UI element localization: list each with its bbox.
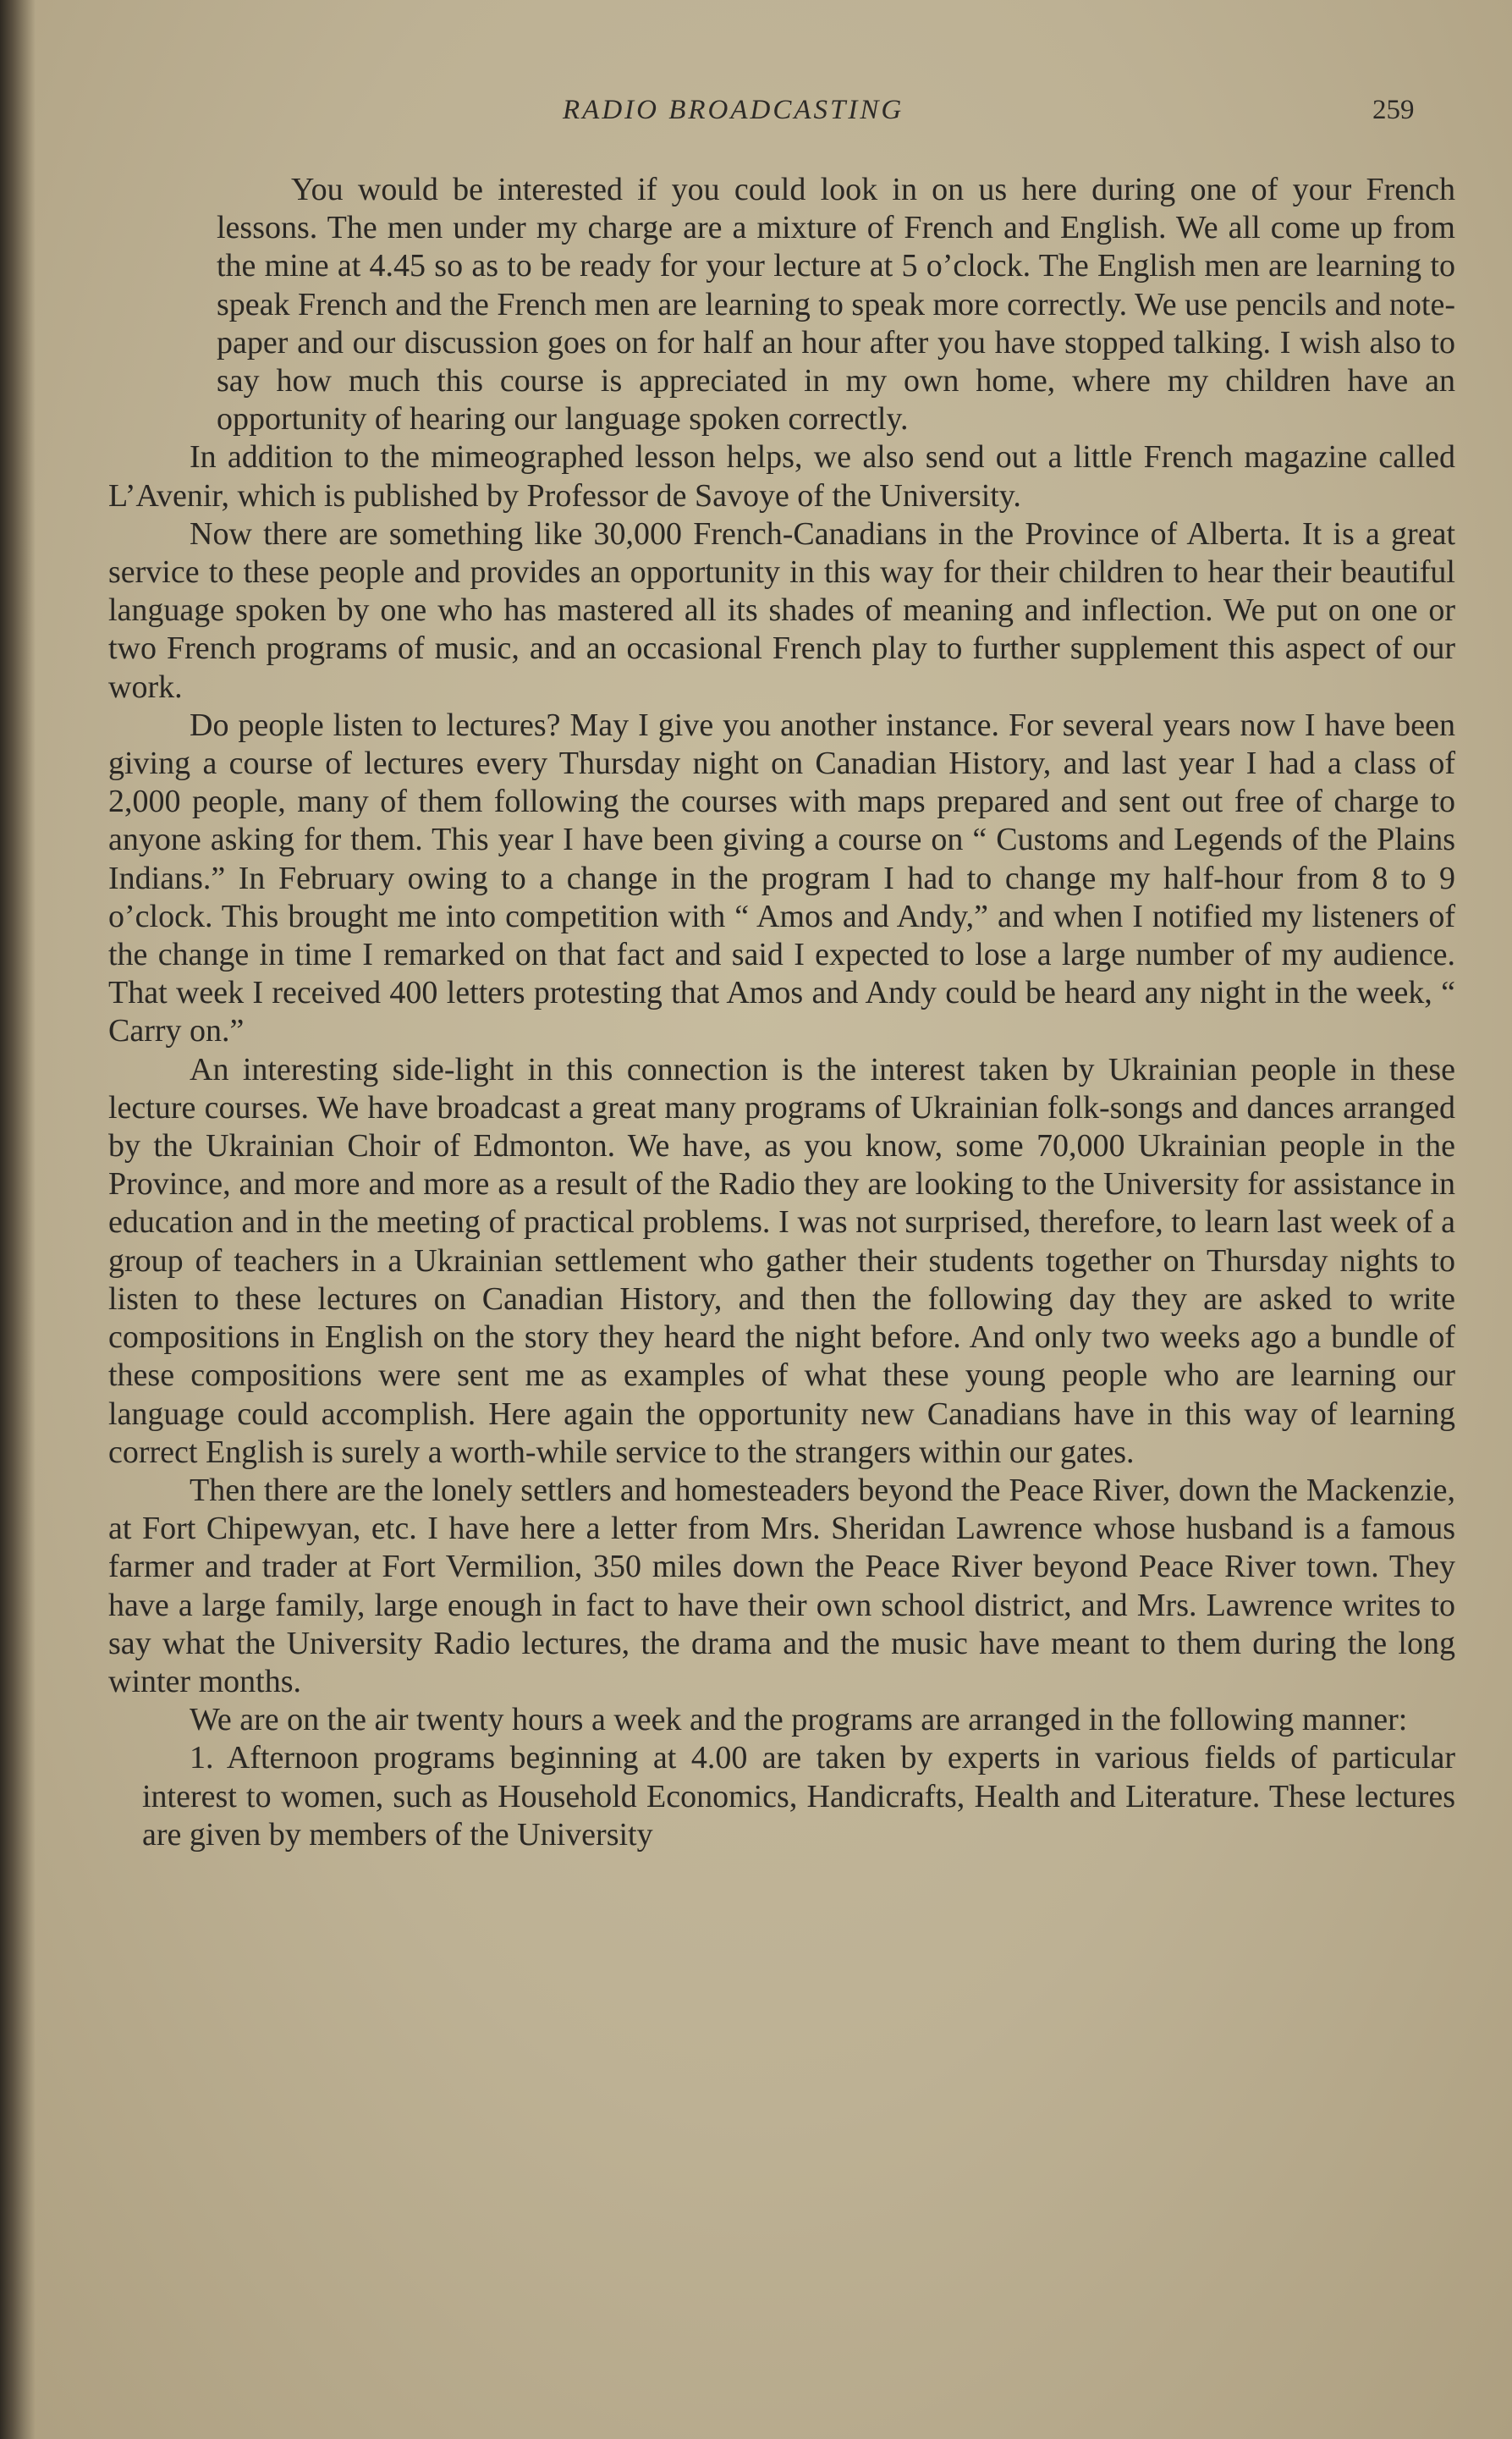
body-text — [108, 171, 1455, 1854]
running-head: RADIO BROADCASTING — [563, 95, 904, 125]
page-number: 259 — [1372, 95, 1415, 125]
paragraph: We are on the air twenty hours a week and the programs are arranged in the following manner: — [190, 1702, 1408, 1738]
paragraph: An interesting side-light in this connection is the interest taken by Ukrainian people in these lecture courses. We have broadcast a great many programs of Ukrainian folk-songs and dances arranged by the Ukrainian Choir of Edmonton. We have, as you know, some 70,000 Ukrainian people in the Province, and more and more as a result of the Radio they are looking to the University for assistance in education and in the meeting of practical problems. I was not surprised, therefore, to learn last week of a group of teachers in a Ukrainian settlement who gather their students together on Thursday nights to listen to these lectures on Canadian History, and then the following day they are asked to write compositions in English on the story they heard the night before. And only two weeks ago a bundle of these compositions were sent me as examples of what these young people who are learning our language could accomplish. Here again the opportunity new Canadians have in this way of learning correct English is surely a worth-while service to the strangers within our gates. — [108, 1051, 1455, 1470]
numbered-list-item: 1. Afternoon programs beginning at 4.00 are taken by experts in various fields of particular interest to women, such as Household Economics, Handicrafts, Health and Literature. These lectures are given by members of the University — [142, 1740, 1455, 1853]
paragraph: Then there are the lonely settlers and homesteaders beyond the Peace River, down the Mackenzie, at Fort Chipewyan, etc. I have here a letter from Mrs. Sheridan Lawrence whose husband is a famous farmer and trader at Fort Vermilion, 350 miles down the Peace River beyond Peace River town. They have a large family, large enough in fact to have their own school district, and Mrs. Lawrence writes to say what the University Radio lectures, the drama and the music have meant to them during the long winter months. — [108, 1472, 1455, 1699]
book-spine-shadow — [0, 0, 36, 2439]
paragraph: In addition to the mimeographed lesson helps, we also send out a little French magazine called L’Avenir, which is published by Professor de Savoye of the University. — [108, 439, 1455, 514]
page-header — [0, 95, 1512, 137]
paragraph: Do people listen to lectures? May I give you another instance. For several years now I have been giving a course of lectures every Thursday night on Canadian History, and last year I had a class of 2,000 people, many of them following the courses with maps prepared and sent out free of charge to anyone asking for them. This year I have been giving a course on “ Customs and Legends of the Plains Indians.” In February owing to a change in the program I had to change my half-hour from 8 to 9 o’clock. This brought me into competition with “ Amos and Andy,” and when I notified my listeners of the change in time I remarked on that fact and said I expected to lose a large number of my audience. That week I received 400 letters protesting that Amos and Andy could be heard any night in the week, “ Carry on.” — [108, 707, 1455, 1049]
quoted-letter-paragraph: You would be interested if you could look in on us here during one of your French lessons. The men under my charge are a mixture of French and English. We all come up from the mine at 4.45 so as to be ready for your lecture at 5 o’clock. The English men are learning to speak French and the French men are learning to speak more correctly. We use pencils and note-paper and our discussion goes on for half an hour after you have stopped talking. I wish also to say how much this course is appreciated in my own home, where my children have an opportunity of hearing our language spoken correctly. — [217, 172, 1455, 438]
paragraph: Now there are something like 30,000 French-Canadians in the Province of Alberta. It is a great service to these people and provides an opportunity in this way for their children to hear their beautiful language spoken by one who has mastered all its shades of meaning and inflection. We put on one or two French programs of music, and an occasional French play to further supplement this aspect of our work. — [108, 515, 1455, 705]
